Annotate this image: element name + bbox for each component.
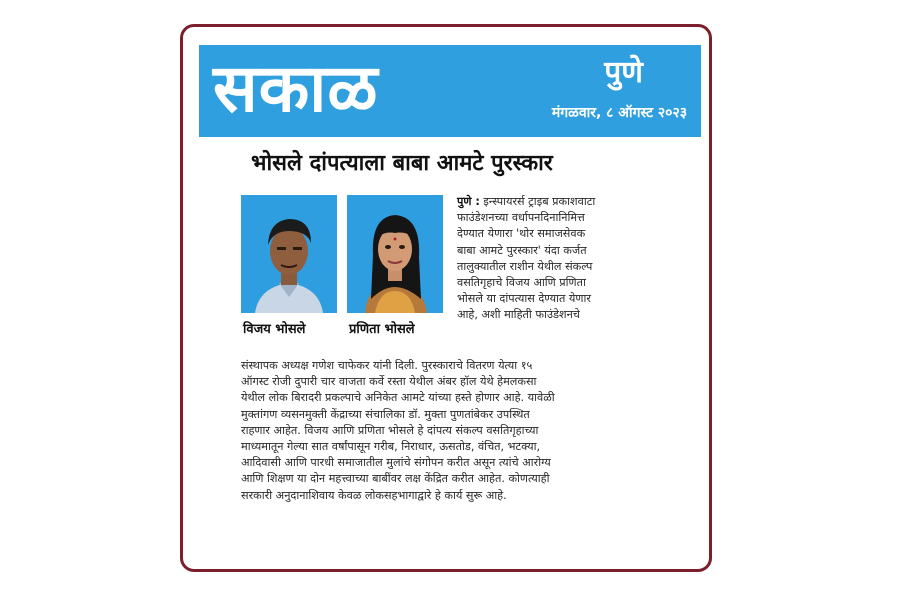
article-headline: भोसले दांपत्याला बाबा आमटे पुरस्कार bbox=[251, 151, 553, 176]
article-line: आदिवासी आणि पारधी समाजातील मुलांचे संगोपन करीत असून त्यांचे आरोग्य bbox=[241, 456, 551, 470]
article-body-column bbox=[457, 194, 707, 324]
article-line: भोसले या दांपत्यास देण्यात येणार bbox=[457, 292, 591, 306]
article-line: बाबा आमटे पुरस्कार' यंदा कर्जत bbox=[457, 243, 587, 257]
photo-pranita-bhosale bbox=[347, 195, 443, 313]
dateline: पुणे : bbox=[457, 195, 480, 208]
edition-city: पुणे bbox=[604, 55, 643, 90]
article-line: आहे, अशी माहिती फाउंडेशनचे bbox=[457, 308, 580, 322]
article-line: माध्यमातून गेल्या सात वर्षांपासून गरीब, निराधार, ऊसतोड, वंचित, भटक्या, bbox=[241, 440, 541, 454]
newspaper-clipping bbox=[180, 24, 712, 572]
edition-date: मंगळवार, ८ ऑगस्ट २०२३ bbox=[551, 105, 687, 121]
article-line: आणि शिक्षण या दोन महत्त्वाच्या बाबींवर लक्ष केंद्रित करीत आहेत. कोणत्याही bbox=[241, 472, 550, 486]
article-line: मुक्तांगण व्यसनमुक्ती केंद्राच्या संचालिका डॉ. मुक्ता पुणतांबेकर उपस्थित bbox=[241, 407, 530, 421]
article-line: राहणार आहेत. विजय आणि प्रणिता भोसले हे दांपत्य संकल्प वसतिगृहाच्या bbox=[241, 423, 539, 437]
article-line: देण्यात येणारा 'थोर समाजसेवक bbox=[457, 227, 586, 241]
article-line: पुणे : इन्स्पायरर्स ट्राइब प्रकाशवाटा bbox=[457, 195, 596, 208]
article-line: फाउंडेशनच्या वर्धापनदिनानिमित्त bbox=[457, 211, 585, 225]
article-line: ऑगस्ट रोजी दुपारी चार वाजता कर्वे रस्ता येथील अंबर हॉल येथे हेमलकसा bbox=[241, 375, 537, 389]
newspaper-logo: सकाळ bbox=[213, 50, 379, 127]
portrait-man-image bbox=[241, 195, 337, 313]
article-line: संस्थापक अध्यक्ष गणेश चाफेकर यांनी दिली. पुरस्काराचे वितरण येत्या १५ bbox=[241, 359, 533, 372]
article-line: तालुक्यातील राशीन येथील संकल्प bbox=[457, 259, 593, 273]
photo-caption: विजय भोसले bbox=[243, 322, 306, 337]
photo-caption: प्रणिता भोसले bbox=[349, 322, 415, 337]
article-body-full bbox=[241, 358, 703, 504]
article-line: सरकारी अनुदानाशिवाय केवळ लोकसहभागाद्वारे हे कार्य सुरू आहे. bbox=[241, 488, 507, 502]
portrait-woman-image bbox=[347, 195, 443, 313]
masthead bbox=[199, 45, 701, 137]
article-line: येथील लोक बिरादरी प्रकल्पाचे अनिकेत आमटे यांच्या हस्ते होणार आहे. यावेळी bbox=[241, 391, 555, 405]
article-line: वसतिगृहाचे विजय आणि प्रणिता bbox=[457, 276, 586, 290]
photo-vijay-bhosale bbox=[241, 195, 337, 313]
